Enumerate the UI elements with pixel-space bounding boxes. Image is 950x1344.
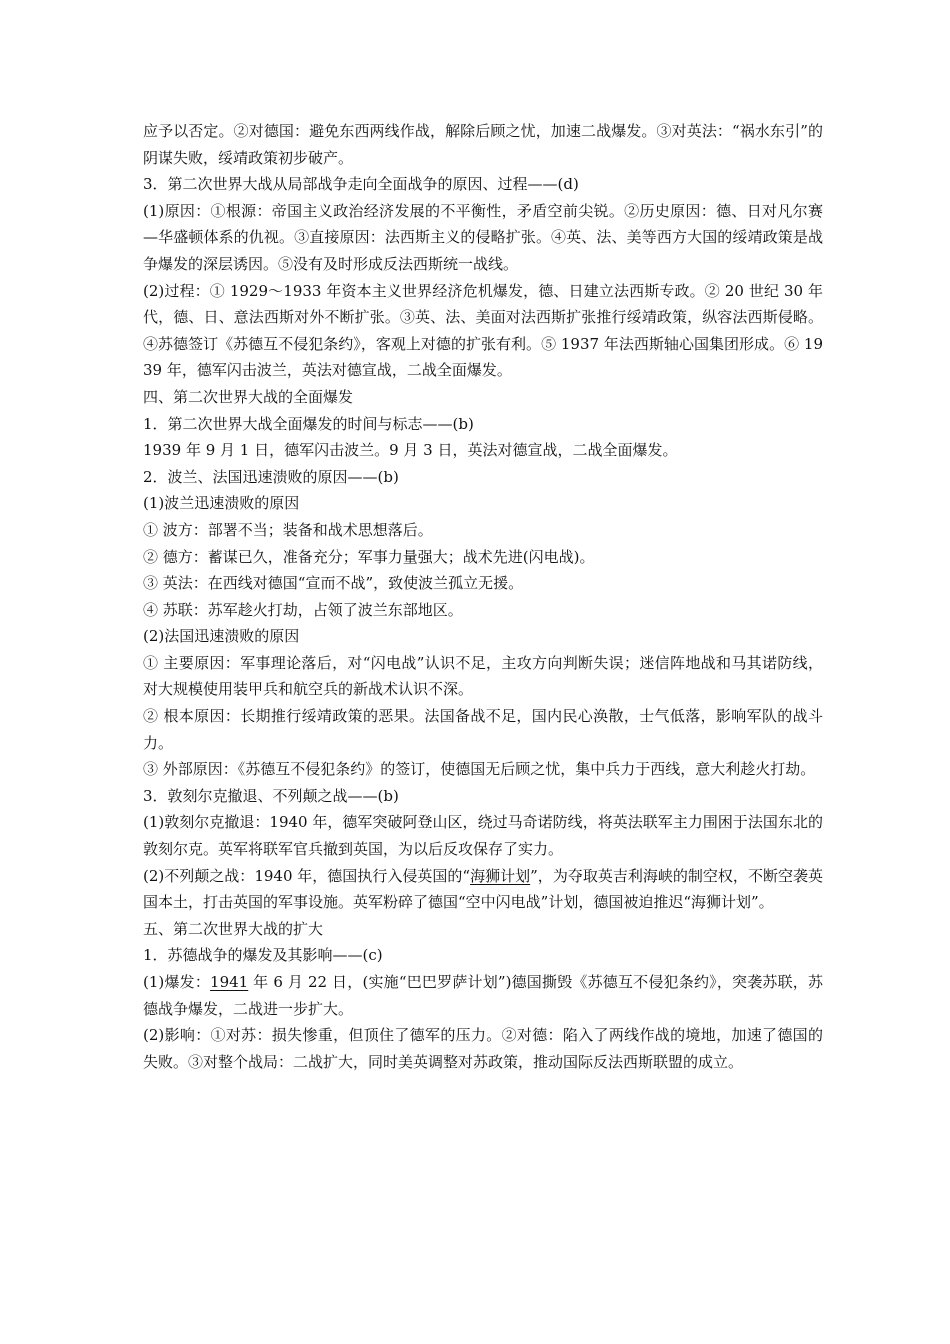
subheading-france-causes: (2)法国迅速溃败的原因 bbox=[143, 627, 300, 646]
paragraph-impact: (2)影响：①对苏：损失惨重，但顶住了德军的压力。②对德：陷入了两线作战的境地，加速了德国的失败。③对整个战局：二战扩大，同时美英调整对苏政策，推动国际反法西斯联盟的成立。 bbox=[143, 1026, 823, 1071]
paragraph-dunkirk: (1)敦刻尔克撤退：1940 年，德军突破阿登山区，绕过马奇诺防线，将英法联军主力围困于法国东北的敦刻尔克。英军将联军官兵撤到英国，为以后反攻保存了实力。 bbox=[143, 813, 823, 859]
document-body bbox=[143, 118, 823, 1075]
subheading-3-dunkirk-britain: 3．敦刻尔克撤退、不列颠之战——(b) bbox=[143, 786, 399, 805]
list-item-britain-france: ③ 英法：在西线对德国“宣而不战”，致使波兰孤立无援。 bbox=[143, 574, 524, 593]
paragraph-outbreak-1941 bbox=[143, 969, 823, 1022]
section-heading-five: 五、第二次世界大战的扩大 bbox=[143, 919, 324, 938]
subheading-1-outbreak-time: 1．第二次世界大战全面爆发的时间与标志——(b) bbox=[143, 414, 474, 433]
paragraph-causes: (1)原因：①根源：帝国主义政治经济发展的不平衡性，矛盾空前尖锐。②历史原因：德、日对凡尔赛—华盛顿体系的仇视。③直接原因：法西斯主义的侵略扩张。④英、法、美等西方大国的绥靖政策是战争爆发的深层诱因。⑤没有及时形成反法西斯统一战线。 bbox=[143, 201, 823, 273]
subheading-2-poland-france: 2．波兰、法国迅速溃败的原因——(b) bbox=[143, 467, 399, 486]
list-item-germany: ② 德方：蓄谋已久，准备充分；军事力量强大；战术先进(闪电战)。 bbox=[143, 547, 595, 566]
list-item-main-cause: ① 主要原因：军事理论落后，对“闪电战”认识不足，主攻方向判断失误；迷信阵地战和马其诺防线，对大规模使用装甲兵和航空兵的新战术认识不深。 bbox=[143, 653, 823, 699]
paragraph-outbreak-date: 1939 年 9 月 1 日，德军闪击波兰。9 月 3 日，英法对德宣战，二战全面爆发。 bbox=[143, 441, 678, 460]
outbreak-text-pre: (1)爆发： bbox=[143, 973, 211, 991]
battle-of-britain-text-post: ”，为夺取英吉利海峡的制空权，不断空袭英国本土，打击英国的军事设施。英军粉碎了德国“空中闪电战”计划，德国被迫推迟“海狮计划”。 bbox=[143, 866, 823, 912]
subheading-poland-causes: (1)波兰迅速溃败的原因 bbox=[143, 494, 300, 513]
subheading-1-soviet-german-war: 1．苏德战争的爆发及其影响——(c) bbox=[143, 946, 383, 965]
subheading-3-causes-process: 3．第二次世界大战从局部战争走向全面战争的原因、过程——(d) bbox=[143, 175, 579, 194]
paragraph-process: (2)过程：① 1929～1933 年资本主义世界经济危机爆发，德、日建立法西斯专政。② 20 世纪 30 年代，德、日、意法西斯对外不断扩张。③英、法、美面对法西斯扩张推行绥靖政策，纵容法西斯侵略。④苏德签订《苏德互不侵犯条约》，客观上对德的扩张有利。⑤ 1937 年法西斯轴心国集团形成。⑥ 1939 年，德军闪击波兰，英法对德宣战，二战全面爆发。 bbox=[143, 281, 823, 380]
sea-lion-plan-underlined: 海狮计划 bbox=[470, 866, 531, 885]
year-1941-underlined: 1941 bbox=[210, 973, 249, 991]
list-item-poland: ① 波方：部署不当；装备和战术思想落后。 bbox=[143, 520, 433, 539]
list-item-root-cause: ② 根本原因：长期推行绥靖政策的恶果。法国备战不足，国内民心涣散，士气低落，影响军队的战斗力。 bbox=[143, 707, 823, 752]
list-item-soviet: ④ 苏联：苏军趁火打劫，占领了波兰东部地区。 bbox=[143, 600, 463, 619]
paragraph-continuation: 应予以否定。②对德国：避免东西两线作战，解除后顾之忧，加速二战爆发。③对英法：“祸水东引”的阴谋失败，绥靖政策初步破产。 bbox=[143, 122, 823, 167]
section-heading-four: 四、第二次世界大战的全面爆发 bbox=[143, 387, 354, 406]
outbreak-text-post: 年 6 月 22 日，(实施“巴巴罗萨计划”)德国撕毁《苏德互不侵犯条约》，突袭苏联，苏德战争爆发，二战进一步扩大。 bbox=[143, 973, 824, 1018]
list-item-external-cause: ③ 外部原因：《苏德互不侵犯条约》的签订，使德国无后顾之忧，集中兵力于西线，意大利趁火打劫。 bbox=[143, 760, 816, 779]
paragraph-battle-of-britain bbox=[143, 863, 823, 916]
battle-of-britain-text-pre: (2)不列颠之战：1940 年，德国执行入侵英国的“ bbox=[143, 866, 471, 885]
